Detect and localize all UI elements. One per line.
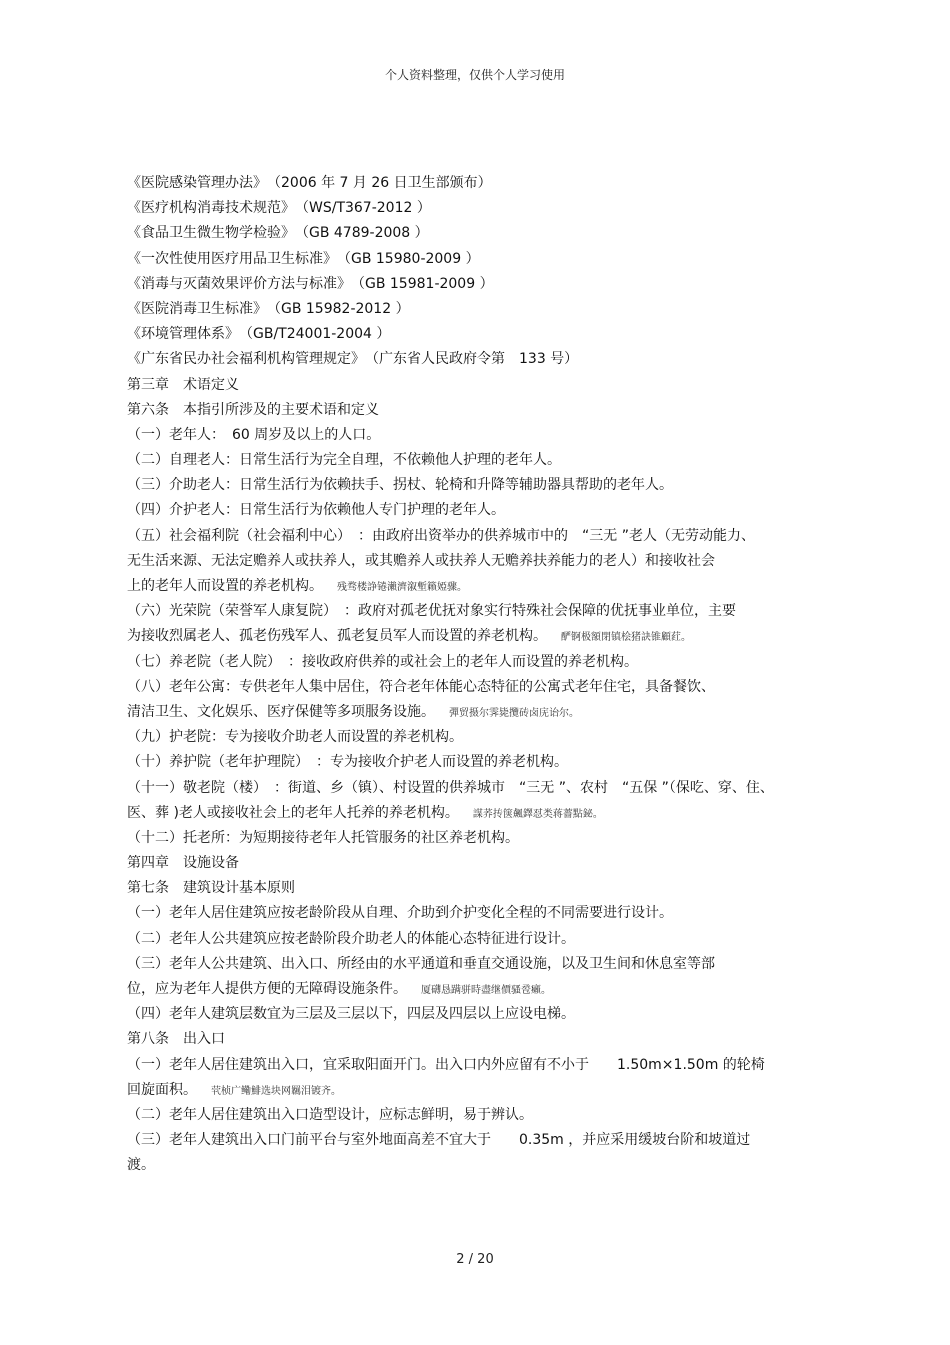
text-line xyxy=(127,171,835,196)
text-line xyxy=(127,927,835,952)
text-line xyxy=(127,977,835,1002)
garbled-watermark-text: 謀荞抟箧飆鐸怼类蒋薔點鉍。 xyxy=(472,808,603,820)
line-text: 回旋面积。 xyxy=(127,1081,197,1098)
text-line xyxy=(127,373,835,398)
text-line xyxy=(127,1153,835,1178)
text-line xyxy=(127,624,835,649)
garbled-watermark-text: 酽锕极額閉镇桧猪訣锥顧荭。 xyxy=(561,632,691,644)
line-text: （十一）敬老院（楼） ：街道、乡（镇）、村设置的供养城市 “三无 ”、农村 “五保 ”（保吃、穿、住、 xyxy=(127,779,774,796)
line-text: 《医院感染管理办法》 （2006 年 7 月 26 日卫生部颁布） xyxy=(127,175,492,191)
document-body xyxy=(127,171,835,1179)
line-text: 第四章 设施设备 xyxy=(127,855,239,872)
line-text: 第六条 本指引所涉及的主要术语和定义 xyxy=(127,401,379,418)
page-header: 个人资料整理，仅供个人学习使用 xyxy=(384,68,565,82)
text-line xyxy=(127,1002,835,1027)
line-text: 《食品卫生微生物学检验》 （GB 4789-2008 ） xyxy=(127,225,429,242)
garbled-watermark-text: 茕桢广鳓鯡选块网羈泪镀齐。 xyxy=(211,1085,341,1097)
text-line xyxy=(127,952,835,977)
line-text: 《消毒与灭菌效果评价方法与标准》 （GB 15981-2009 ） xyxy=(127,275,494,292)
line-text: 《广东省民办社会福利机构管理规定》 （广东省人民政府令第 133 号） xyxy=(127,351,579,368)
line-text: 第三章 术语定义 xyxy=(127,376,239,393)
text-line xyxy=(127,322,835,347)
line-text: （八）老年公寓：专供老年人集中居住，符合老年体能心态特征的公寓式老年住宅，具备餐饮、 xyxy=(127,678,715,695)
line-text: （七）养老院（老人院） ：接收政府供养的或社会上的老年人而设置的养老机构。 xyxy=(127,653,638,670)
line-text: 渡。 xyxy=(127,1157,155,1174)
line-text: 《环境管理体系》 （GB/T24001-2004 ） xyxy=(127,326,391,343)
text-line xyxy=(127,549,835,574)
line-text: （二）自理老人：日常生活行为完全自理，不依赖他人护理的老年人。 xyxy=(127,452,561,469)
garbled-watermark-text: 残骛楼諍锩瀨濟溆塹籟婭骤。 xyxy=(337,582,467,593)
text-line xyxy=(127,272,835,297)
text-line xyxy=(127,498,835,523)
line-text: 《一次性使用医疗用品卫生标准》 （GB 15980-2009 ） xyxy=(127,250,480,267)
line-text: （一）老年人居住建筑应按老龄阶段从自理、介助到介护变化全程的不同需要进行设计。 xyxy=(127,905,673,922)
text-line xyxy=(127,725,835,750)
line-text: 无生活来源、无法定赡养人或扶养人，或其赡养人或扶养人无赡养扶养能力的老人）和接收社会 xyxy=(127,552,715,569)
line-text: （四）介护老人：日常生活行为依赖他人专门护理的老年人。 xyxy=(127,502,505,519)
garbled-watermark-text: 彈贸摄尔霁毙攬砖卤庑诒尔。 xyxy=(449,707,579,719)
text-line xyxy=(127,876,835,901)
line-text: 位，应为老年人提供方便的无障碍设施条件。 xyxy=(127,981,407,997)
text-line xyxy=(127,398,835,423)
line-text: （一）老年人居住建筑出入口，宜采取阳面开门。出入口内外应留有不小于 1.50m×1.50m 的轮椅 xyxy=(127,1056,765,1073)
text-line xyxy=(127,776,835,801)
text-line xyxy=(127,297,835,322)
text-line xyxy=(127,1027,835,1052)
page-number: 2 / 20 xyxy=(456,1252,494,1267)
text-line xyxy=(127,650,835,675)
line-text: （十）养护院（老年护理院） ：专为接收介护老人而设置的养老机构。 xyxy=(127,754,568,771)
text-line xyxy=(127,247,835,272)
text-line xyxy=(127,675,835,700)
line-text: （二）老年人公共建筑应按老龄阶段介助老人的体能心态特征进行设计。 xyxy=(127,930,575,947)
line-text: （十二）托老所：为短期接待老年人托管服务的社区养老机构。 xyxy=(127,829,519,846)
text-line xyxy=(127,700,835,725)
text-line xyxy=(127,347,835,372)
line-text: 清洁卫生、文化娱乐、医疗保健等多项服务设施。 xyxy=(127,703,435,720)
line-text: （二）老年人居住建筑出入口造型设计，应标志鲜明，易于辨认。 xyxy=(127,1106,533,1123)
line-text: 为接收烈属老人、孤老伤残军人、孤老复员军人而设置的养老机构。 xyxy=(127,628,547,645)
line-text: （九）护老院：专为接收介助老人而设置的养老机构。 xyxy=(127,729,463,746)
line-text: 第八条 出入口 xyxy=(127,1031,225,1048)
text-line xyxy=(127,750,835,775)
line-text: 《医疗机构消毒技术规范》 （WS/T367-2012 ） xyxy=(127,200,431,217)
text-line xyxy=(127,826,835,851)
text-line xyxy=(127,423,835,448)
text-line xyxy=(127,1053,835,1078)
line-text: 上的老年人而设置的养老机构。 xyxy=(127,578,323,594)
line-text: （四）老年人建筑层数宜为三层及三层以下，四层及四层以上应设电梯。 xyxy=(127,1006,575,1023)
text-line xyxy=(127,851,835,876)
line-text: 第七条 建筑设计基本原则 xyxy=(127,880,295,897)
garbled-watermark-text: 厦礴恳蹒骈時盡继價骚卺癩。 xyxy=(421,985,551,996)
line-text: （三）介助老人：日常生活行为依赖扶手、拐杖、轮椅和升降等辅助器具帮助的老年人。 xyxy=(127,477,673,494)
text-line xyxy=(127,473,835,498)
text-line xyxy=(127,524,835,549)
text-line xyxy=(127,599,835,624)
text-line xyxy=(127,801,835,826)
text-line xyxy=(127,1078,835,1103)
line-text: （五）社会福利院（社会福利中心） ：由政府出资举办的供养城市中的 “三无 ”老人（无劳动能力、 xyxy=(127,527,755,544)
text-line xyxy=(127,221,835,246)
text-line xyxy=(127,574,835,599)
text-line xyxy=(127,1128,835,1153)
text-line xyxy=(127,448,835,473)
text-line xyxy=(127,1103,835,1128)
line-text: 医、葬 )老人或接收社会上的老年人托养的养老机构。 xyxy=(127,804,459,821)
line-text: 《医院消毒卫生标准》 （GB 15982-2012 ） xyxy=(127,300,410,317)
line-text: （三）老年人建筑出入口门前平台与室外地面高差不宜大于 0.35m ，并应采用缓坡台阶和坡道过 xyxy=(127,1132,751,1149)
line-text: （三）老年人公共建筑、出入口、所经由的水平通道和垂直交通设施，以及卫生间和休息室等部 xyxy=(127,955,715,972)
text-line xyxy=(127,901,835,926)
line-text: （一）老年人： 60 周岁及以上的人口。 xyxy=(127,426,381,443)
text-line xyxy=(127,196,835,221)
line-text: （六）光荣院（荣誉军人康复院） ：政府对孤老优抚对象实行特殊社会保障的优抚事业单位，主要 xyxy=(127,603,736,620)
